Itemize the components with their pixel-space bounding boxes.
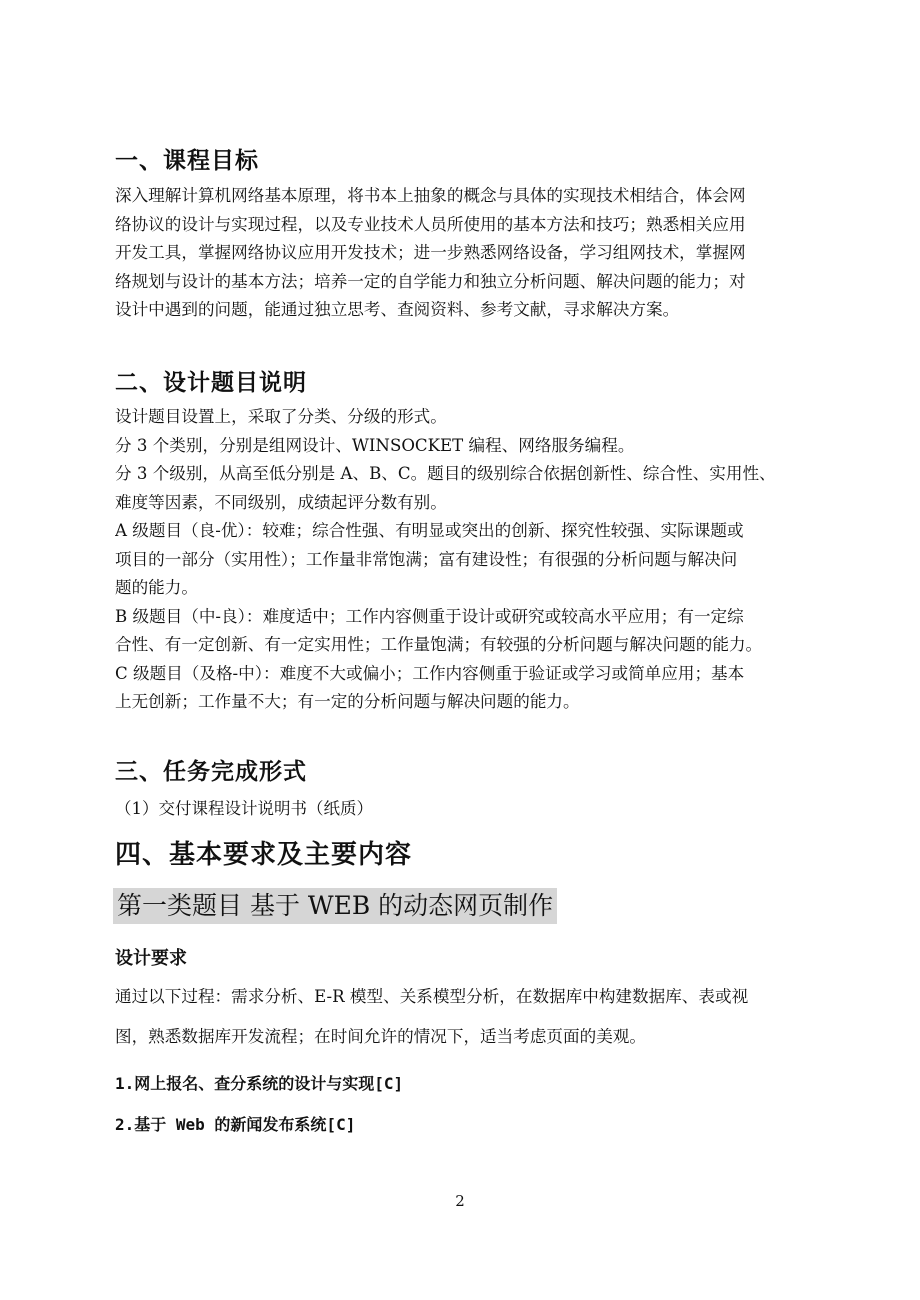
section-1-paragraph [115,182,827,325]
paragraph-line: 上无创新；工作量不大；有一定的分析问题与解决问题的能力。 [115,692,580,711]
paragraph-line: 设计中遇到的问题，能通过独立思考、查阅资料、参考文献，寻求解决方案。 [115,300,680,319]
paragraph-line: A 级题目（良-优）：较难；综合性强、有明显或突出的创新、探究性较强、实际课题或 [115,521,744,540]
paragraph-line: 络规划与设计的基本方法；培养一定的自学能力和独立分析问题、解决问题的能力；对 [115,271,746,291]
section-2-paragraph [115,403,827,717]
paragraph-line: 图，熟悉数据库开发流程；在时间允许的情况下，适当考虑页面的美观。 [115,1027,646,1046]
paragraph-line: B 级题目（中-良）：难度适中；工作内容侧重于设计或研究或较高水平应用；有一定综 [115,606,744,626]
section-4-heading: 四、基本要求及主要内容 [115,840,413,870]
paragraph-line: 设计题目设置上，采取了分类、分级的形式。 [115,407,447,426]
paragraph-line: 络协议的设计与实现过程，以及专业技术人员所使用的基本方法和技巧；熟悉相关应用 [115,214,746,234]
paragraph-line: 通过以下过程：需求分析、E-R 模型、关系模型分析，在数据库中构建数据库、表或视 [115,987,749,1006]
topic-item: 1.网上报名、查分系统的设计与实现[C] [115,1074,404,1093]
section-3-heading: 三、任务完成形式 [115,759,307,785]
paragraph-line: 项目的一部分（实用性）；工作量非常饱满；富有建设性；有很强的分析问题与解决问 [115,549,738,569]
deliverable-item: （1）交付课程设计说明书（纸质） [115,799,373,818]
paragraph-line: 难度等因素，不同级别，成绩起评分数有别。 [115,492,447,512]
section-1-heading: 一、课程目标 [115,148,259,174]
design-requirements-heading: 设计要求 [115,948,187,969]
paragraph-line: 深入理解计算机网络基本原理，将书本上抽象的概念与具体的实现技术相结合，体会网 [115,186,746,205]
design-requirements-paragraph [115,977,827,1057]
paragraph-line: 题的能力。 [115,578,198,597]
paragraph-line: 合性、有一定创新、有一定实用性；工作量饱满；有较强的分析问题与解决问题的能力。 [115,635,763,654]
page-number: 2 [455,1192,465,1210]
category-title-highlight: 第一类题目 基于 WEB 的动态网页制作 [113,888,557,924]
paragraph-line: 分 3 个级别，从高至低分别是 A、B、C。题目的级别综合依据创新性、综合性、实用性、 [115,464,776,483]
paragraph-line: 分 3 个类别，分别是组网设计、WINSOCKET 编程、网络服务编程。 [115,435,635,455]
topic-item: 2.基于 Web 的新闻发布系统[C] [115,1115,356,1134]
paragraph-line: C 级题目（及格-中）：难度不大或偏小；工作内容侧重于验证或学习或简单应用；基本 [115,663,745,683]
section-2-heading: 二、设计题目说明 [115,370,307,396]
paragraph-line: 开发工具，掌握网络协议应用开发技术；进一步熟悉网络设备，学习组网技术，掌握网 [115,243,746,262]
